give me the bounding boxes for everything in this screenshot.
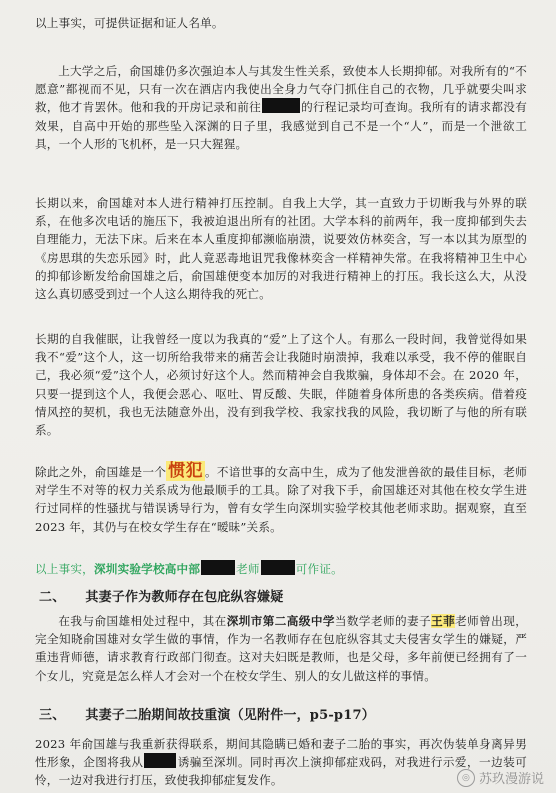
paragraph-text: 上大学之后，俞国雄仍多次强迫本人与其发生性关系，致使本人长期抑郁。对我所有的“不愿意”都视而不见，只有一次在酒店内我使出全身力气夺门抓住自己的衣物，几乎就要尖叫求救，他才肯罢休。他和我的开房记录和前往 [35, 64, 527, 115]
paragraph-text: 长期以来，俞国雄对本人进行精神打压控制。自我上大学，其一直致力于切断我与外界的联系，在他多次电话的施压下，我被迫退出所有的社团。大学本科的前两年，我一度抑郁到失去自理能力，无法下床。后来在本人重度抑郁濒临崩溃，说要效仿林奕含，写一本以其为原型的《房思琪的失恋乐园》时，此人竟恶毒地诅咒我像林奕含一样精神失常。在我将精神卫生中心的抑郁诊断发给俞国雄之后，俞国雄便变本加厉的对我进行精神上的打压。我长这么大，从没这么真切感受到过一个人这么期待我的死亡。 [35, 196, 527, 302]
paragraph-wife [35, 612, 527, 685]
paragraph-text: 在我与俞国雄相处过程中，其在 [58, 614, 227, 628]
paragraph-second-child [35, 735, 527, 790]
paragraph-text: 。不谙世事的女高中生，成为了他发泄兽欲的最佳目标，老师对学生不对等的权力关系成为他最顺手的工具。除了对我下手，俞国雄还对其他在校女学生进行过同样的性骚扰与错误诱导行为，曾有女学生向深圳实验学校其他老师求助。据观察，直至 2023 年，其仍与在校女学生存在“暧昧”关系。 [35, 465, 528, 534]
section-title: 其妻子二胎期间故技重演（见附件一，p5-p17） [85, 708, 375, 723]
section-number: 三、 [39, 708, 66, 723]
paragraph-text: 诱骗至深圳。同时再次上演抑郁症戏码，对我进行示爱，一边装可怜，一边对我进行打压，致使我抑郁症复发作。 [35, 755, 527, 788]
watermark-text: 苏玖漫游说 [478, 772, 544, 787]
paragraph-text: 以上事实，可提供证据和证人名单。 [35, 16, 224, 30]
section-heading-3 [35, 706, 527, 725]
section-number: 二、 [39, 590, 66, 605]
school-name: 深圳实验学校高中部 [93, 562, 201, 576]
paragraph-text: 2023 年俞国雄与我重新获得联系，期间其隐瞒已婚和妻子二胎的事实，再次伪装单身离异男性形象，企图将我从 [35, 737, 527, 770]
paragraph-text: 可作证。 [295, 562, 343, 576]
paragraph-text: 当数学老师的妻子 [334, 614, 432, 628]
paragraph-text: 以上事实， [35, 562, 94, 576]
redaction-bar [144, 753, 176, 768]
section-heading-2 [35, 588, 527, 607]
section-title: 其妻子作为教师存在包庇纵容嫌疑 [85, 590, 284, 605]
paragraph-text: 长期的自我催眠，让我曾经一度以为我真的“爱”上了这个人。有那么一段时间，我曾觉得如果我不“爱”这个人，这一切所给我带来的痛苦会让我随时崩溃掉，我难以承受，我不停的催眠自己，我必须“爱”这个人，必须讨好这个人。然而精神会自我欺骗，身体却不会。在 2020 年，只要一提到这个人，我便会恶心、呕吐、胃反酸、失眠，伴随着身体所患的各类疾病。借着疫情风控的契机，我也无法随意外出，没有到我学校、我家找我的风险，我切断了与他的所有联系。 [35, 332, 527, 438]
school-name: 深圳市第二高级中学 [226, 614, 335, 628]
paragraph-text: 的行程记录均可查询。我所有的请求都没有效果，自高中开始的那些坠入深渊的日子里，我感觉到自己不是一个“人”，而是一个泄欲工具，一个人形的飞机杯，是一只大猩猩。 [35, 100, 527, 151]
highlight-name: 王菲 [431, 614, 456, 628]
highlight-repeat-offender: 惯犯 [168, 461, 203, 481]
paragraph-text: 老师 [236, 562, 260, 576]
watermark-logo-icon: ◎ [457, 769, 475, 787]
paragraph-text: 老师曾出现，完全知晓俞国雄对女学生做的事情，作为一名教师存在包庇纵容其丈夫侵害女学生的嫌疑，严重违背师德，请求教育行政部门彻查。这对夫妇既是教师，也是父母，多年前便已经拥有了一个女儿，究竟是怎么样人才会对一个在校女学生、别人的女儿做这样的事情。 [35, 614, 528, 683]
watermark [457, 768, 544, 787]
paragraph-text: 除此之外，俞国雄是一个 [35, 465, 167, 479]
